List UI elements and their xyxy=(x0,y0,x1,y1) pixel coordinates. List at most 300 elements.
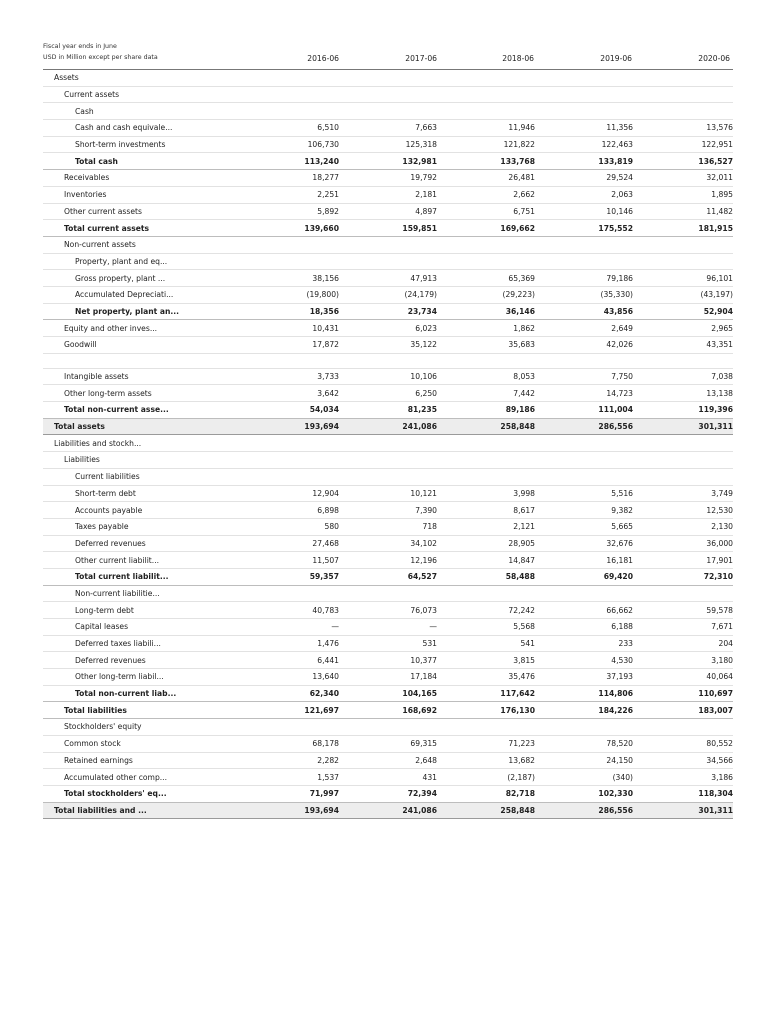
value-2020 xyxy=(633,236,733,253)
row-label: Inventories xyxy=(43,186,239,203)
table-row xyxy=(43,368,733,385)
value-2016: 59,357 xyxy=(239,568,339,585)
value-2016: 193,694 xyxy=(239,418,339,435)
balance-sheet xyxy=(43,42,733,819)
value-2020: 80,552 xyxy=(633,735,733,752)
value-2020: 34,566 xyxy=(633,752,733,769)
value-2016: 17,872 xyxy=(239,337,339,354)
value-2019: 7,750 xyxy=(535,368,633,385)
value-2018: 1,862 xyxy=(437,320,535,337)
value-2020: 3,186 xyxy=(633,769,733,786)
row-label: Assets xyxy=(43,70,239,86)
value-2020: 3,180 xyxy=(633,652,733,669)
year-header-2019: 2019-06 xyxy=(600,54,632,63)
table-row xyxy=(43,485,733,502)
row-label: Liabilities and stockh... xyxy=(43,435,239,452)
value-2016: 13,640 xyxy=(239,669,339,686)
value-2016: 193,694 xyxy=(239,802,339,819)
value-2019: 102,330 xyxy=(535,785,633,802)
value-2018 xyxy=(437,86,535,103)
value-2020: 181,915 xyxy=(633,220,733,237)
value-2017 xyxy=(339,468,437,485)
value-2020: 13,138 xyxy=(633,385,733,402)
value-2018: 28,905 xyxy=(437,535,535,552)
value-2016 xyxy=(239,86,339,103)
value-2020: 136,527 xyxy=(633,153,733,170)
value-2018: 72,242 xyxy=(437,602,535,619)
fiscal-year-note: Fiscal year ends in June xyxy=(43,43,117,50)
row-label: Total stockholders' eq... xyxy=(43,785,239,802)
value-2017: — xyxy=(339,619,437,636)
value-2018: 8,053 xyxy=(437,368,535,385)
value-2016: 1,476 xyxy=(239,635,339,652)
value-2018 xyxy=(437,236,535,253)
value-2018: 117,642 xyxy=(437,685,535,702)
value-2020 xyxy=(633,70,733,86)
row-label: Other long-term liabil... xyxy=(43,669,239,686)
table-header xyxy=(43,42,733,70)
value-2019: 24,150 xyxy=(535,752,633,769)
table-row xyxy=(43,270,733,287)
value-2016 xyxy=(239,353,339,368)
table-row xyxy=(43,286,733,303)
value-2016: 113,240 xyxy=(239,153,339,170)
value-2018 xyxy=(437,70,535,86)
table-row xyxy=(43,685,733,702)
value-2017: 72,394 xyxy=(339,785,437,802)
value-2016: — xyxy=(239,619,339,636)
value-2019: 233 xyxy=(535,635,633,652)
value-2017: 159,851 xyxy=(339,220,437,237)
year-header-2020: 2020-06 xyxy=(698,54,730,63)
table-row xyxy=(43,203,733,220)
row-label: Total liabilities xyxy=(43,702,239,719)
value-2016: 10,431 xyxy=(239,320,339,337)
table-row xyxy=(43,735,733,752)
value-2019: 133,819 xyxy=(535,153,633,170)
row-label: Short-term debt xyxy=(43,485,239,502)
value-2020 xyxy=(633,435,733,452)
value-2017: 12,196 xyxy=(339,552,437,569)
value-2020: 110,697 xyxy=(633,685,733,702)
value-2019: 14,723 xyxy=(535,385,633,402)
value-2018: 2,121 xyxy=(437,518,535,535)
table-row xyxy=(43,320,733,337)
table-row xyxy=(43,385,733,402)
row-label: Other long-term assets xyxy=(43,385,239,402)
value-2016 xyxy=(239,452,339,469)
value-2020: 32,011 xyxy=(633,170,733,187)
value-2016: 12,904 xyxy=(239,485,339,502)
table-row xyxy=(43,337,733,354)
value-2019: (340) xyxy=(535,769,633,786)
value-2016: 2,251 xyxy=(239,186,339,203)
value-2020: 122,951 xyxy=(633,136,733,153)
value-2016: 3,733 xyxy=(239,368,339,385)
value-2019: 5,665 xyxy=(535,518,633,535)
table-row xyxy=(43,752,733,769)
value-2016: 580 xyxy=(239,518,339,535)
row-label: Total current assets xyxy=(43,220,239,237)
value-2018: 14,847 xyxy=(437,552,535,569)
value-2019: 4,530 xyxy=(535,652,633,669)
value-2018: 121,822 xyxy=(437,136,535,153)
table-row xyxy=(43,353,733,368)
value-2019: 175,552 xyxy=(535,220,633,237)
value-2019 xyxy=(535,86,633,103)
value-2019: 79,186 xyxy=(535,270,633,287)
value-2017 xyxy=(339,236,437,253)
row-label: Current liabilities xyxy=(43,468,239,485)
value-2018: 7,442 xyxy=(437,385,535,402)
value-2018: 541 xyxy=(437,635,535,652)
value-2020 xyxy=(633,452,733,469)
year-header-2018: 2018-06 xyxy=(502,54,534,63)
value-2017 xyxy=(339,435,437,452)
value-2019: 16,181 xyxy=(535,552,633,569)
value-2020 xyxy=(633,86,733,103)
value-2016: 18,356 xyxy=(239,303,339,320)
value-2018: 89,186 xyxy=(437,402,535,419)
value-2018: 65,369 xyxy=(437,270,535,287)
value-2017: 35,122 xyxy=(339,337,437,354)
value-2016: 6,510 xyxy=(239,120,339,137)
value-2019 xyxy=(535,452,633,469)
value-2020: 3,749 xyxy=(633,485,733,502)
table-row xyxy=(43,719,733,736)
row-label: Capital leases xyxy=(43,619,239,636)
value-2019 xyxy=(535,236,633,253)
value-2019: (35,330) xyxy=(535,286,633,303)
value-2018: 133,768 xyxy=(437,153,535,170)
table-row xyxy=(43,552,733,569)
value-2016: 106,730 xyxy=(239,136,339,153)
value-2019: 286,556 xyxy=(535,418,633,435)
value-2019 xyxy=(535,435,633,452)
value-2018 xyxy=(437,103,535,120)
value-2017: 34,102 xyxy=(339,535,437,552)
value-2016: 54,034 xyxy=(239,402,339,419)
value-2018: 82,718 xyxy=(437,785,535,802)
value-2019 xyxy=(535,253,633,270)
row-label: Common stock xyxy=(43,735,239,752)
value-2018: 13,682 xyxy=(437,752,535,769)
value-2017 xyxy=(339,719,437,736)
value-2019: 122,463 xyxy=(535,136,633,153)
value-2017 xyxy=(339,452,437,469)
table-row xyxy=(43,602,733,619)
table-row xyxy=(43,435,733,452)
value-2016: 27,468 xyxy=(239,535,339,552)
table-row xyxy=(43,652,733,669)
value-2016: 3,642 xyxy=(239,385,339,402)
value-2020: (43,197) xyxy=(633,286,733,303)
value-2020 xyxy=(633,585,733,602)
value-2019: 5,516 xyxy=(535,485,633,502)
value-2020: 96,101 xyxy=(633,270,733,287)
value-2017: 104,165 xyxy=(339,685,437,702)
row-label: Net property, plant an... xyxy=(43,303,239,320)
value-2016 xyxy=(239,103,339,120)
value-2018: 176,130 xyxy=(437,702,535,719)
row-label: Accounts payable xyxy=(43,502,239,519)
value-2018 xyxy=(437,353,535,368)
value-2020 xyxy=(633,719,733,736)
value-2017: 10,106 xyxy=(339,368,437,385)
value-2016: 6,441 xyxy=(239,652,339,669)
value-2018: (2,187) xyxy=(437,769,535,786)
value-2018: 169,662 xyxy=(437,220,535,237)
value-2018: 3,815 xyxy=(437,652,535,669)
row-label: Equity and other inves... xyxy=(43,320,239,337)
value-2016: 2,282 xyxy=(239,752,339,769)
value-2018: 58,488 xyxy=(437,568,535,585)
value-2019: 43,856 xyxy=(535,303,633,320)
value-2020: 59,578 xyxy=(633,602,733,619)
value-2019: 78,520 xyxy=(535,735,633,752)
value-2016: 11,507 xyxy=(239,552,339,569)
table-row xyxy=(43,468,733,485)
value-2017: 69,315 xyxy=(339,735,437,752)
units-note: USD in Million except per share data xyxy=(43,54,158,61)
value-2016: 40,783 xyxy=(239,602,339,619)
value-2019: 184,226 xyxy=(535,702,633,719)
value-2018: 36,146 xyxy=(437,303,535,320)
value-2016 xyxy=(239,70,339,86)
table-row xyxy=(43,568,733,585)
value-2018: 8,617 xyxy=(437,502,535,519)
table-row xyxy=(43,452,733,469)
value-2019 xyxy=(535,353,633,368)
row-label: Deferred revenues xyxy=(43,535,239,552)
value-2016: 1,537 xyxy=(239,769,339,786)
row-label: Total current liabilit... xyxy=(43,568,239,585)
table-row xyxy=(43,669,733,686)
value-2016: 5,892 xyxy=(239,203,339,220)
row-label: Total non-current asse... xyxy=(43,402,239,419)
value-2019: 11,356 xyxy=(535,120,633,137)
value-2020: 17,901 xyxy=(633,552,733,569)
value-2017 xyxy=(339,253,437,270)
row-label: Other current assets xyxy=(43,203,239,220)
value-2020: 7,038 xyxy=(633,368,733,385)
value-2016: 38,156 xyxy=(239,270,339,287)
table-row xyxy=(43,418,733,435)
value-2020: 52,904 xyxy=(633,303,733,320)
value-2018: 2,662 xyxy=(437,186,535,203)
value-2016: 68,178 xyxy=(239,735,339,752)
row-label: Total liabilities and ... xyxy=(43,802,239,819)
table-row xyxy=(43,70,733,86)
row-label: Total assets xyxy=(43,418,239,435)
table-row xyxy=(43,802,733,819)
value-2019: 69,420 xyxy=(535,568,633,585)
row-label: Short-term investments xyxy=(43,136,239,153)
row-label: Goodwill xyxy=(43,337,239,354)
table-row xyxy=(43,535,733,552)
value-2020: 118,304 xyxy=(633,785,733,802)
row-label: Receivables xyxy=(43,170,239,187)
value-2019 xyxy=(535,103,633,120)
table-row xyxy=(43,785,733,802)
value-2018: 26,481 xyxy=(437,170,535,187)
value-2016: 62,340 xyxy=(239,685,339,702)
table-row xyxy=(43,136,733,153)
value-2017: 531 xyxy=(339,635,437,652)
value-2016: 6,898 xyxy=(239,502,339,519)
value-2018: 3,998 xyxy=(437,485,535,502)
value-2020: 301,311 xyxy=(633,418,733,435)
row-label: Deferred revenues xyxy=(43,652,239,669)
table-row xyxy=(43,186,733,203)
table-row xyxy=(43,769,733,786)
row-label: Stockholders' equity xyxy=(43,719,239,736)
value-2017: 7,390 xyxy=(339,502,437,519)
value-2017 xyxy=(339,86,437,103)
value-2018 xyxy=(437,435,535,452)
table-row xyxy=(43,402,733,419)
value-2018 xyxy=(437,468,535,485)
row-label: Current assets xyxy=(43,86,239,103)
value-2017: 6,023 xyxy=(339,320,437,337)
value-2017: 10,377 xyxy=(339,652,437,669)
value-2016: 71,997 xyxy=(239,785,339,802)
value-2017 xyxy=(339,103,437,120)
value-2020 xyxy=(633,253,733,270)
value-2020: 12,530 xyxy=(633,502,733,519)
value-2019: 32,676 xyxy=(535,535,633,552)
table-row xyxy=(43,120,733,137)
value-2017: 2,648 xyxy=(339,752,437,769)
value-2020: 13,576 xyxy=(633,120,733,137)
table-row xyxy=(43,253,733,270)
row-label: Non-current assets xyxy=(43,236,239,253)
value-2019 xyxy=(535,70,633,86)
value-2019: 29,524 xyxy=(535,170,633,187)
value-2019: 37,193 xyxy=(535,669,633,686)
row-label: Retained earnings xyxy=(43,752,239,769)
value-2018: 11,946 xyxy=(437,120,535,137)
value-2018: (29,223) xyxy=(437,286,535,303)
value-2017: 23,734 xyxy=(339,303,437,320)
value-2019: 6,188 xyxy=(535,619,633,636)
value-2017 xyxy=(339,70,437,86)
value-2020: 2,130 xyxy=(633,518,733,535)
value-2017: 132,981 xyxy=(339,153,437,170)
value-2019: 9,382 xyxy=(535,502,633,519)
value-2017: 6,250 xyxy=(339,385,437,402)
year-header-2016: 2016-06 xyxy=(307,54,339,63)
value-2017: 64,527 xyxy=(339,568,437,585)
table-row xyxy=(43,170,733,187)
value-2016: 121,697 xyxy=(239,702,339,719)
value-2018: 35,476 xyxy=(437,669,535,686)
value-2017: 241,086 xyxy=(339,418,437,435)
value-2017: 17,184 xyxy=(339,669,437,686)
value-2018: 35,683 xyxy=(437,337,535,354)
table-row xyxy=(43,502,733,519)
value-2018 xyxy=(437,452,535,469)
table-row xyxy=(43,702,733,719)
value-2020: 183,007 xyxy=(633,702,733,719)
table-row xyxy=(43,619,733,636)
value-2020 xyxy=(633,103,733,120)
value-2016 xyxy=(239,719,339,736)
value-2017: 718 xyxy=(339,518,437,535)
value-2017: 19,792 xyxy=(339,170,437,187)
row-label: Taxes payable xyxy=(43,518,239,535)
value-2020: 7,671 xyxy=(633,619,733,636)
value-2016 xyxy=(239,236,339,253)
value-2018: 258,848 xyxy=(437,418,535,435)
value-2019: 286,556 xyxy=(535,802,633,819)
value-2019 xyxy=(535,585,633,602)
row-label: Property, plant and eq... xyxy=(43,253,239,270)
table-row xyxy=(43,103,733,120)
value-2019: 42,026 xyxy=(535,337,633,354)
row-label: Deferred taxes liabili... xyxy=(43,635,239,652)
value-2017 xyxy=(339,585,437,602)
value-2019: 114,806 xyxy=(535,685,633,702)
table-row xyxy=(43,635,733,652)
value-2018: 6,751 xyxy=(437,203,535,220)
financial-table xyxy=(43,70,733,819)
row-label: Total cash xyxy=(43,153,239,170)
value-2017: 76,073 xyxy=(339,602,437,619)
value-2016 xyxy=(239,585,339,602)
value-2018: 5,568 xyxy=(437,619,535,636)
row-label: Cash and cash equivale... xyxy=(43,120,239,137)
value-2016: 139,660 xyxy=(239,220,339,237)
value-2016 xyxy=(239,468,339,485)
row-label: Accumulated Depreciati... xyxy=(43,286,239,303)
value-2017: 125,318 xyxy=(339,136,437,153)
value-2017: 431 xyxy=(339,769,437,786)
value-2018 xyxy=(437,719,535,736)
value-2019 xyxy=(535,468,633,485)
year-header-2017: 2017-06 xyxy=(405,54,437,63)
value-2020 xyxy=(633,353,733,368)
table-row xyxy=(43,585,733,602)
value-2018 xyxy=(437,585,535,602)
value-2017: 10,121 xyxy=(339,485,437,502)
value-2019: 111,004 xyxy=(535,402,633,419)
value-2019: 10,146 xyxy=(535,203,633,220)
value-2017: 241,086 xyxy=(339,802,437,819)
value-2018: 258,848 xyxy=(437,802,535,819)
value-2017: 81,235 xyxy=(339,402,437,419)
table-row xyxy=(43,153,733,170)
value-2016: 18,277 xyxy=(239,170,339,187)
row-label: Intangible assets xyxy=(43,368,239,385)
table-row xyxy=(43,303,733,320)
value-2016: (19,800) xyxy=(239,286,339,303)
row-label: Cash xyxy=(43,103,239,120)
value-2017: (24,179) xyxy=(339,286,437,303)
value-2020: 204 xyxy=(633,635,733,652)
table-row xyxy=(43,236,733,253)
value-2019: 66,662 xyxy=(535,602,633,619)
value-2019: 2,649 xyxy=(535,320,633,337)
value-2020: 43,351 xyxy=(633,337,733,354)
value-2020: 40,064 xyxy=(633,669,733,686)
value-2017: 2,181 xyxy=(339,186,437,203)
value-2018: 71,223 xyxy=(437,735,535,752)
value-2020: 1,895 xyxy=(633,186,733,203)
value-2020: 11,482 xyxy=(633,203,733,220)
row-label: Liabilities xyxy=(43,452,239,469)
value-2020: 72,310 xyxy=(633,568,733,585)
